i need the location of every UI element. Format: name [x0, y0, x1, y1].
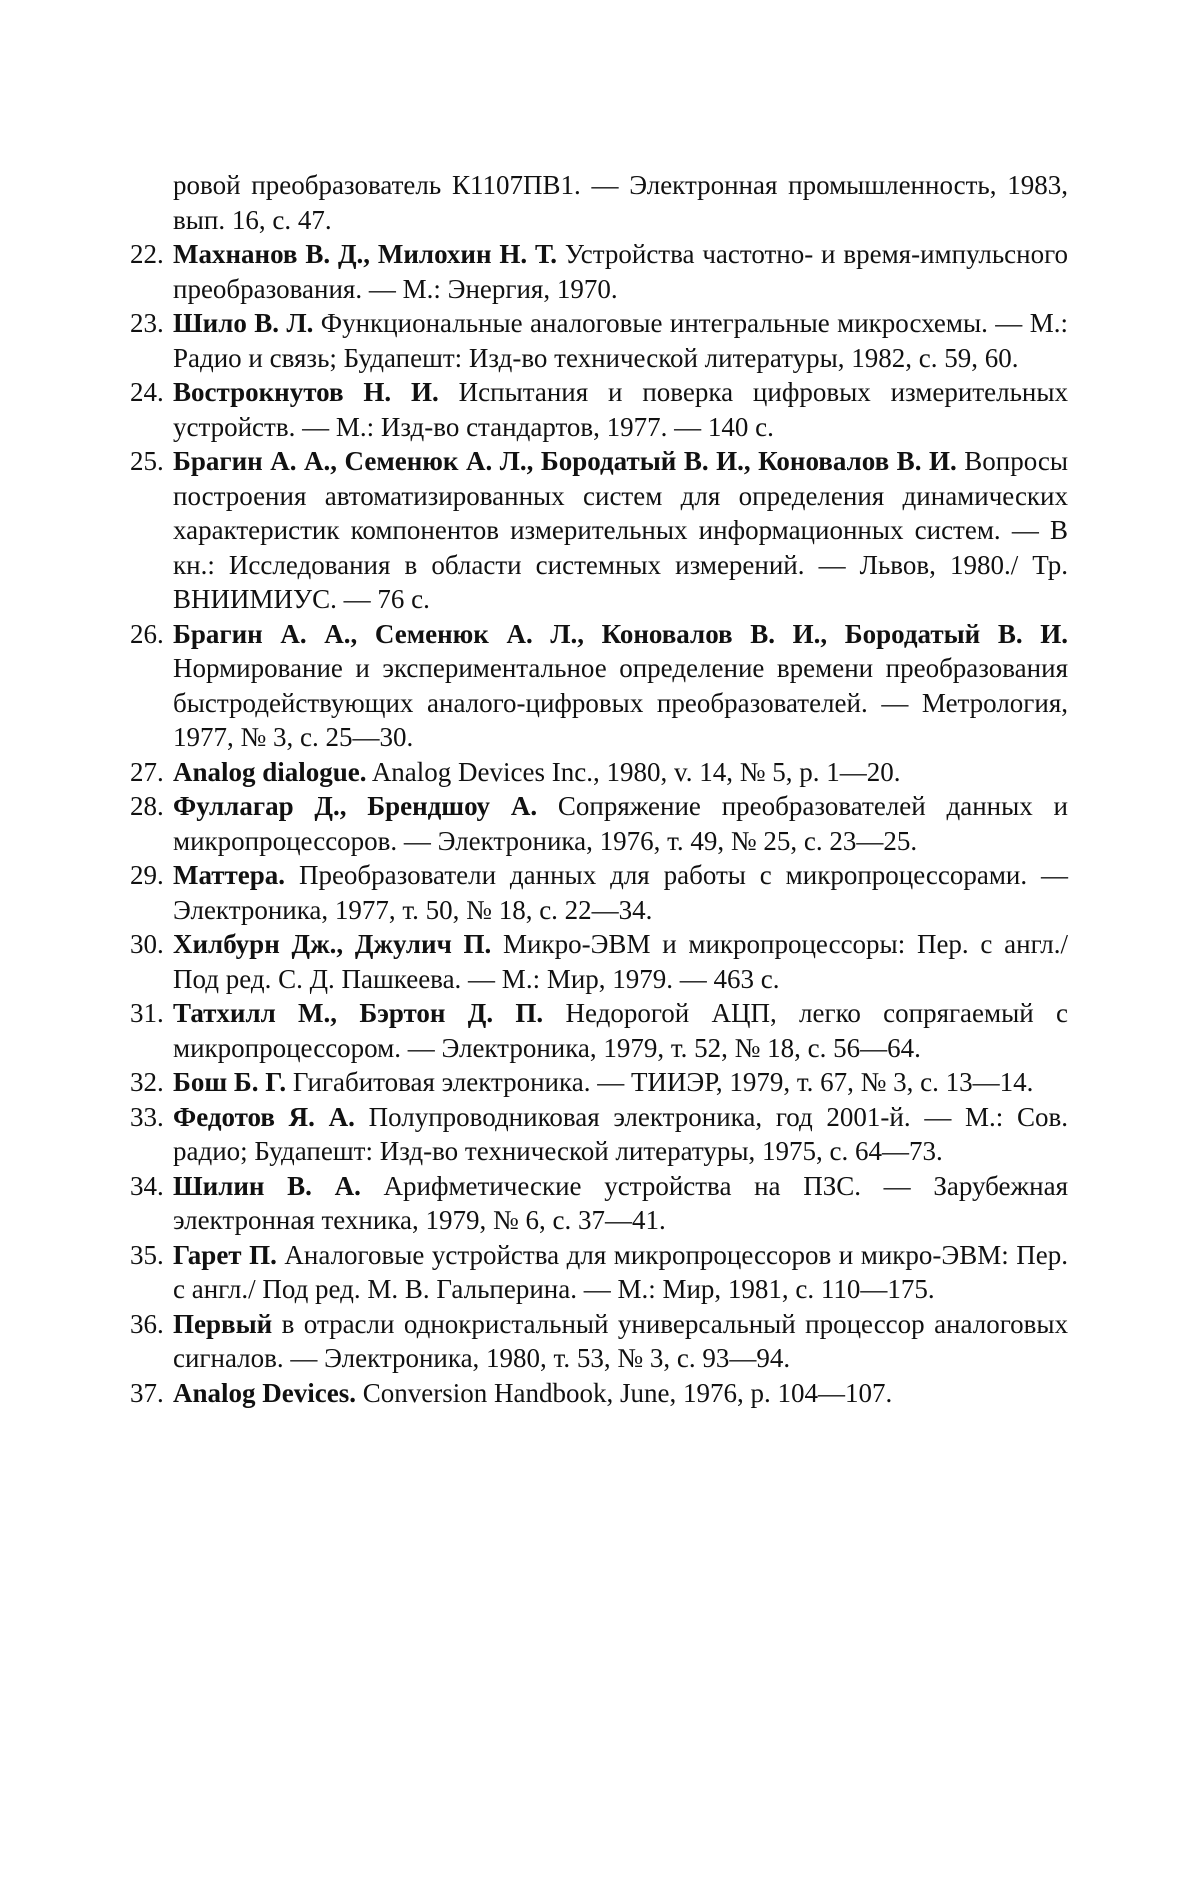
reference-item-37: [130, 1376, 1068, 1411]
reference-authors: Махнанов В. Д., Милохин Н. Т.: [173, 239, 558, 269]
reference-authors: Вострокнутов Н. И.: [173, 377, 439, 407]
reference-number: 24.: [130, 377, 164, 407]
reference-authors: Маттера.: [173, 860, 286, 890]
reference-authors: Шило В. Л.: [173, 308, 314, 338]
reference-item-25: [130, 444, 1069, 617]
reference-number: 29.: [130, 860, 164, 890]
reference-text: Полупроводниковая электроника, год 2001-й. — М.: Сов. радио; Будапешт: Изд-во технической литературы, 1975, с. 64—73.: [173, 1101, 1069, 1166]
reference-text: Устройства частотно- и время-импульсного преобразования. — М.: Энергия, 1970.: [173, 239, 1069, 304]
reference-text: Испытания и поверка цифровых измерительных устройств. — М.: Изд-во стандартов, 1977. — 140 с.: [173, 377, 1068, 442]
reference-text: Вопросы построения автоматизированных систем для определения динамических характеристик компонентов измерительных информационных систем. — В кн.: Исследования в области системных измерений. — Львов, 1980./ Тр. ВНИИМИУС. — 76 с.: [173, 446, 1069, 614]
reference-authors: Analog dialogue.: [173, 756, 367, 787]
reference-authors: Гарет П.: [173, 1239, 277, 1270]
reference-text: Преобразователи данных для работы с микропроцессорами. — Электроника, 1977, т. 50, № 18, с. 22—34.: [173, 860, 1069, 925]
reference-authors: Брагин А. А., Семенюк А. Л., Бородатый В. И., Коновалов В. И.: [173, 446, 957, 476]
reference-text: в отрасли однокристальный универсальный процессор аналоговых сигналов. — Электроника, 1980, т. 53, № 3, с. 93—94.: [173, 1308, 1068, 1373]
reference-item-35: [130, 1238, 1068, 1307]
reference-item-28: [130, 789, 1068, 858]
reference-number: 31.: [130, 998, 164, 1028]
reference-authors: Хилбурн Дж., Джулич П.: [173, 929, 492, 959]
reference-item-30: [130, 927, 1069, 996]
reference-number: 27.: [130, 756, 164, 787]
reference-item-34: [130, 1169, 1068, 1238]
reference-number: 30.: [130, 929, 164, 959]
reference-number: 37.: [130, 1377, 164, 1408]
reference-text: Недорогой АЦП, легко сопрягаемый с микропроцессором. — Электроника, 1979, т. 52, № 18, с. 56—64.: [173, 998, 1068, 1063]
reference-item-24: [130, 375, 1068, 444]
reference-text: Conversion Handbook, June, 1976, p. 104—107.: [362, 1377, 893, 1408]
reference-list: [130, 168, 1069, 1410]
reference-number: 34.: [130, 1170, 164, 1201]
reference-text: Нормирование и экспериментальное определение времени преобразования быстродействующих аналого-цифровых преобразователей. — Метрология, 1977, № 3, с. 25—30.: [173, 653, 1068, 752]
reference-number: 36.: [130, 1308, 164, 1339]
reference-number: 28.: [130, 791, 164, 821]
reference-authors: Брагин А. А., Семенюк А. Л., Коновалов В. И., Бородатый В. И.: [173, 618, 1068, 649]
reference-text: Микро-ЭВМ и микропроцессоры: Пер. с англ./ Под ред. С. Д. Пашкеева. — М.: Мир, 1979. — 463 с.: [173, 929, 1069, 994]
reference-number: 32.: [130, 1067, 164, 1097]
reference-authors: Татхилл М., Бэртон Д. П.: [173, 998, 544, 1028]
reference-authors: Шилин В. А.: [173, 1170, 361, 1201]
reference-item-22: [130, 237, 1069, 306]
reference-authors: Федотов Я. А.: [173, 1101, 355, 1132]
reference-item-31: [130, 996, 1068, 1065]
reference-item-continuation: [138, 168, 1068, 237]
reference-item-36: [130, 1307, 1068, 1376]
reference-number: 35.: [130, 1239, 164, 1270]
reference-authors: Первый: [173, 1308, 273, 1339]
reference-text: ровой преобразователь К1107ПВ1. — Электронная промышленность, 1983, вып. 16, с. 47.: [173, 170, 1068, 235]
reference-authors: Бош Б. Г.: [173, 1067, 287, 1097]
reference-authors: Analog Devices.: [173, 1377, 356, 1408]
reference-item-32: [130, 1065, 1068, 1100]
reference-item-33: [130, 1100, 1069, 1169]
reference-text: Сопряжение преобразователей данных и микропроцессоров. — Электроника, 1976, т. 49, № 25, с. 23—25.: [173, 791, 1068, 856]
reference-text: Гигабитовая электроника. — ТИИЭР, 1979, т. 67, № 3, с. 13—14.: [292, 1067, 1034, 1097]
reference-text: Функциональные аналоговые интегральные микросхемы. — М.: Радио и связь; Будапешт: Изд-во технической литературы, 1982, с. 59, 60.: [173, 308, 1068, 373]
reference-text: Арифметические устройства на ПЗС. — Зарубежная электронная техника, 1979, № 6, с. 37—41.: [173, 1170, 1068, 1235]
reference-item-23: [130, 306, 1068, 375]
reference-number: 22.: [130, 239, 164, 269]
reference-item-29: [130, 858, 1069, 927]
reference-number: 33.: [130, 1101, 164, 1132]
reference-item-27: [130, 755, 1068, 790]
reference-text: Аналоговые устройства для микропроцессоров и микро-ЭВМ: Пер. с англ./ Под ред. М. В. Гальперина. — М.: Мир, 1981, с. 110—175.: [173, 1239, 1068, 1304]
reference-text: Analog Devices Inc., 1980, v. 14, № 5, p. 1—20.: [371, 756, 901, 787]
reference-number: 26.: [130, 618, 164, 649]
reference-number: 23.: [130, 308, 164, 338]
reference-number: 25.: [130, 446, 164, 476]
reference-item-26: [130, 617, 1068, 755]
reference-authors: Фуллагар Д., Брендшоу А.: [173, 791, 538, 821]
